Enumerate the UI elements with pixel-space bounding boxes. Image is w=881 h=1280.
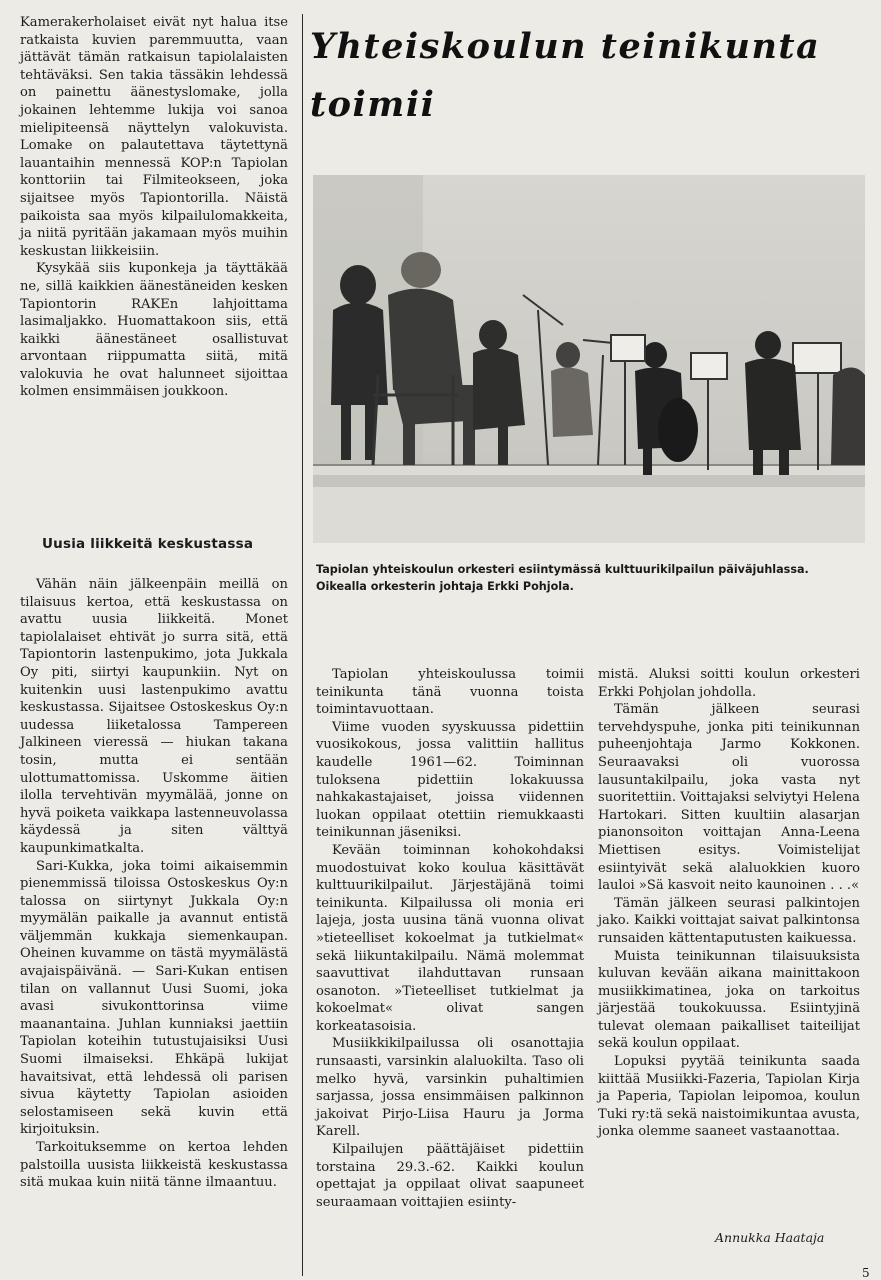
body-paragraph: Kysykää siis kuponkeja ja täyttäkää ne, sillä kaikkien äänestäneiden kesken Tapiontorin RAKEn lahjoittama lasimaljakko. Huomattakoon siis, että kaikki äänestäneet osallistuvat arvontaan riippumatta siitä, mitä valokuvia he ovat halunneet sijoittaa kolmen ensimmäisen joukkoon.	[20, 261, 288, 400]
headline-line-1: Yhteiskoulun teinikunta	[310, 26, 821, 67]
body-paragraph: Kilpailujen päättäjäiset pidettiin torstaina 29.3.-62. Kaikki koulun opettajat ja oppilaat olivat saapuneet seuraamaan voittajien esiinty-	[316, 1142, 584, 1210]
body-paragraph: Musiikkikilpailussa oli osanottajia runsaasti, varsinkin alaluokilta. Taso oli melko hyvä, varsinkin puhaltimien sarjassa, jossa ensimmäisen palkinnon jakoivat Pirjo-Liisa Hauru ja Jorma Karell.	[316, 1036, 584, 1140]
body-paragraph: Tämän jälkeen seurasi palkintojen jako. Kaikki voittajat saivat palkintonsa runsaiden kättentaputusten kaikuessa.	[598, 895, 860, 946]
body-paragraph: Kamerakerholaiset eivät nyt halua itse ratkaista kuvien paremmuutta, vaan jättävät tämän ratkaisun tapiolalaisten tehtäväksi. Sen takia tässäkin lehdessä on painettu äänestyslomake, jolla jokainen lehtemme lukija voi sanoa mielipiteensä näyttelyn valokuvista. Lomake on palautettava täytettynä lauantaihin mennessä KOP:n Tapiolan konttoriin tai Filmiteokseen, joka sijaitsee myös Tapiontorilla. Näistä paikoista saa myös kilpailulomakkeita, ja niitä pyritään jakamaan myös muihin keskustan liikkeisiin.	[20, 15, 288, 259]
section-subheading: Uusia liikkeitä keskustassa	[42, 536, 254, 552]
page-number: 5	[862, 1266, 870, 1280]
body-paragraph: Lopuksi pyytää teinikunta saada kiittää Musiikki-Fazeria, Tapiolan Kirja ja Paperia, Tapiolan leipomoa, koulun Tuki ry:tä sekä naistoimikuntaa avusta, jonka olemme saaneet vastaanottaa.	[598, 1054, 860, 1140]
caption-line-1: Tapiolan yhteiskoulun orkesteri esiintymässä kulttuurikilpailun päiväjuhlassa.	[316, 563, 809, 576]
article-column-middle	[316, 666, 584, 1211]
photo-caption	[316, 562, 868, 595]
caption-line-2: Oikealla orkesterin johtaja Erkki Pohjola.	[316, 579, 574, 593]
body-paragraph: Kevään toiminnan kohokohdaksi muodostuivat koko koulua käsittävät kulttuurikilpailut. Järjestäjänä toimi teinikunta. Kilpailussa oli monia eri lajeja, josta uusina tänä vuonna olivat »tieteelliset kokoelmat ja tutkielmat« sekä liikuntakilpailu. Nämä molemmat saavuttivat ilahduttavan runsaan osanoton. »Tieteelliset tutkielmat ja kokoelmat« olivat sangen korkeatasoisia.	[316, 842, 584, 1034]
body-paragraph: Vähän näin jälkeenpäin meillä on tilaisuus kertoa, että keskustassa on avattu uusia liikkeitä. Monet tapiolalaiset ehtivät jo surra sitä, että Tapiontorin lastenpukimo, jota Jukkala Oy piti, siirtyi kaupunkiin. Nyt on kuitenkin uusi lastenpukimo avattu keskustassa. Sijaitsee Ostoskeskus Oy:n uudessa liiketalossa Tampereen Jalkineen vieressä — hiukan takana tosin, mutta ei sentään ulottumattomissa. Uskomme äitien ilolla tervehtivän myymälää, jonne on hyvä poiketa vaikkapa lastenneuvolassa käydessä ja siten välttyä kaupunkimatkalta.	[20, 577, 288, 856]
body-paragraph: Viime vuoden syyskuussa pidettiin vuosikokous, jossa valittiin hallitus kaudelle 1961—62. Toiminnan tuloksena pidettiin lokakuussa nahkakastajaiset, joissa viidennen luokan oppilaat otettiin riemukkaasti teinikunnan jäseniksi.	[316, 719, 584, 841]
body-paragraph: Muista teinikunnan tilaisuuksista kuluvan kevään aikana mainittakoon musiikkimatinea, joka on tarkoitus järjestää toukokuussa. Esiintyjinä tulevat olemaan paikalliset taiteilijat sekä koulun oppilaat.	[598, 948, 860, 1052]
body-paragraph: Tämän jälkeen seurasi tervehdyspuhe, jonka piti teinikunnan puheenjohtaja Jarmo Kokkonen. Seuraavaksi oli vuorossa lausuntakilpailu, joka vasta nyt suoritettiin. Voittajaksi selviytyi Helena Hartokari. Sitten kuultiin alasarjan pianonsoiton voittajan Anna-Leena Miettisen esitys. Voimistelijat esiintyivät sekä alaluokkien kuoro lauloi »Sä kasvoit neito kaunoinen . . .«	[598, 702, 860, 894]
article-column-right	[598, 666, 860, 1141]
body-paragraph: Tapiolan yhteiskoulussa toimii teinikunta tänä vuonna toista toimintavuottaan.	[316, 667, 584, 718]
left-column-top	[20, 14, 288, 401]
orchestra-photo	[313, 175, 865, 543]
headline-line-2: toimii	[310, 84, 436, 125]
article-headline	[310, 18, 870, 134]
body-paragraph: mistä. Aluksi soitti koulun orkesteri Erkki Pohjolan johdolla.	[598, 667, 860, 700]
body-paragraph: Tarkoituksemme on kertoa lehden palstoilla uusista liikkeistä keskustassa sitä mukaa kuin niitä tänne ilmaantuu.	[20, 1140, 288, 1191]
column-divider	[302, 14, 303, 1276]
left-column-bottom	[20, 576, 288, 1192]
author-signature: Annukka Haataja	[715, 1230, 825, 1245]
body-paragraph: Sari-Kukka, joka toimi aikaisemmin pienemmissä tiloissa Ostoskeskus Oy:n talossa on siirtynyt Jukkala Oy:n myymälän paikalle ja avannut entistä väljemmän kukkaja siemenkaupan. Oheinen kuvamme on tästä myymälästä avajaispäivänä. — Sari-Kukan entisen tilan on vallannut Uusi Suomi, joka avasi sivukonttorinsa viime maanantaina. Juhlan kunniaksi jaettiin Tapiolan koteihin tutustujaisiksi Uusi Suomi ilmaiseksi. Ehkäpä lukijat havaitsivat, että lehdessä oli parisen sivua käytetty Tapiolan asioiden selostamiseen sekä kuvin että kirjoituksin.	[20, 858, 288, 1138]
